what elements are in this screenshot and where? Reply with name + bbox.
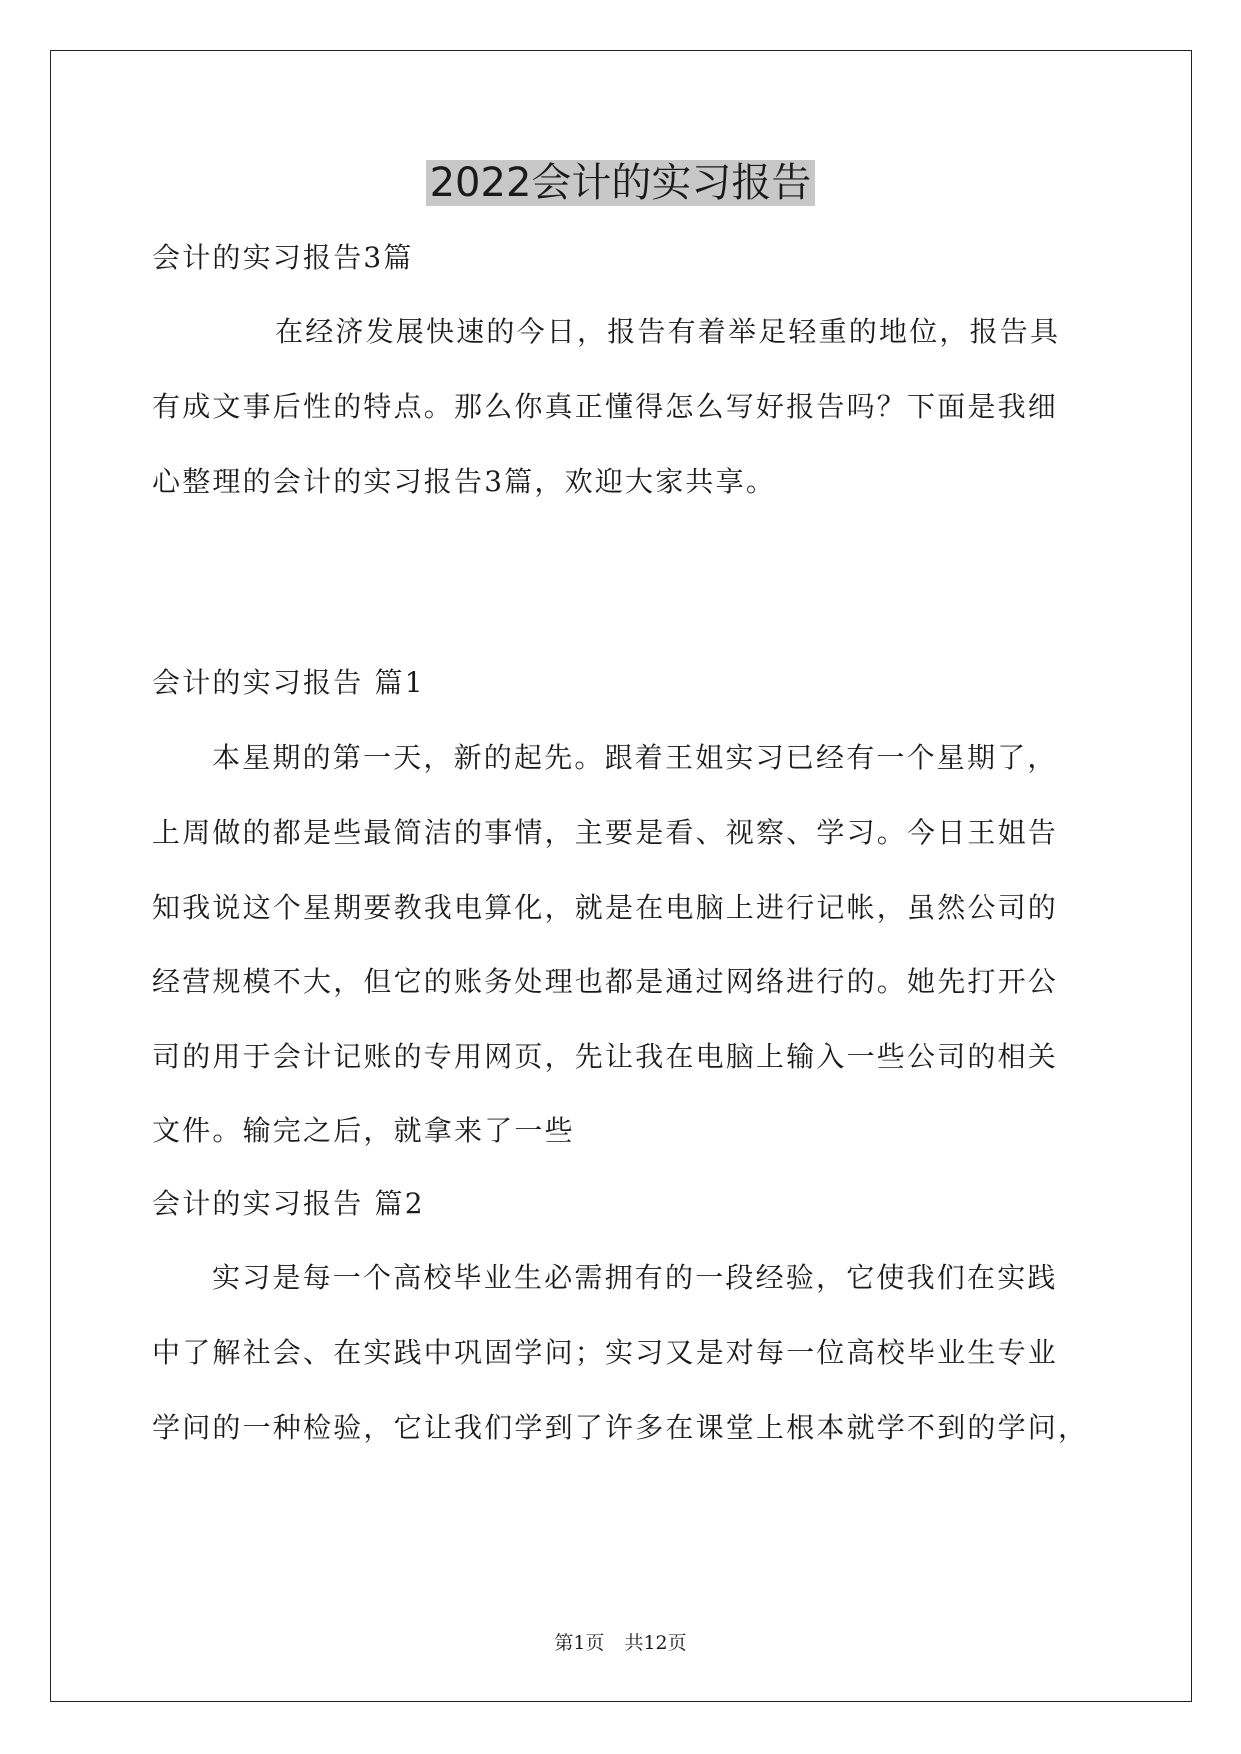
paragraph-line: 学问的一种检验，它让我们学到了许多在课堂上根本就学不到的学问， <box>152 1411 1089 1444</box>
page-number: 第1页 <box>554 1632 605 1654</box>
paragraph-line: 上周做的都是些最简洁的事情，主要是看、视察、学习。今日王姐告 <box>152 816 1059 849</box>
section-heading: 会计的实习报告 篇1 <box>152 666 425 699</box>
total-pages: 共12页 <box>624 1632 687 1654</box>
section-heading: 会计的实习报告 篇2 <box>152 1187 425 1220</box>
paragraph-line: 司的用于会计记账的专用网页，先让我在电脑上输入一些公司的相关 <box>152 1040 1059 1073</box>
intro-line: 在经济发展快速的今日，报告有着举足轻重的地位，报告具 <box>275 315 1061 348</box>
paragraph-line: 文件。输完之后，就拿来了一些 <box>152 1114 575 1147</box>
page-border <box>50 50 1192 1702</box>
paragraph-line: 本星期的第一天，新的起先。跟着王姐实习已经有一个星期了， <box>212 741 1058 774</box>
intro-line: 心整理的会计的实习报告3篇，欢迎大家共享。 <box>152 465 777 498</box>
intro-line: 有成文事后性的特点。那么你真正懂得怎么写好报告吗？下面是我细 <box>152 390 1059 423</box>
page-title <box>0 155 1241 211</box>
page-title-text: 2022会计的实习报告 <box>426 160 816 206</box>
paragraph-line: 经营规模不大，但它的账务处理也都是通过网络进行的。她先打开公 <box>152 965 1059 998</box>
paragraph-line: 中了解社会、在实践中巩固学问；实习又是对每一位高校毕业生专业 <box>152 1336 1059 1369</box>
page-footer <box>0 1630 1241 1656</box>
document-subtitle: 会计的实习报告3篇 <box>152 241 414 274</box>
paragraph-line: 知我说这个星期要教我电算化，就是在电脑上进行记帐，虽然公司的 <box>152 891 1059 924</box>
paragraph-line: 实习是每一个高校毕业生必需拥有的一段经验，它使我们在实践 <box>212 1261 1058 1294</box>
